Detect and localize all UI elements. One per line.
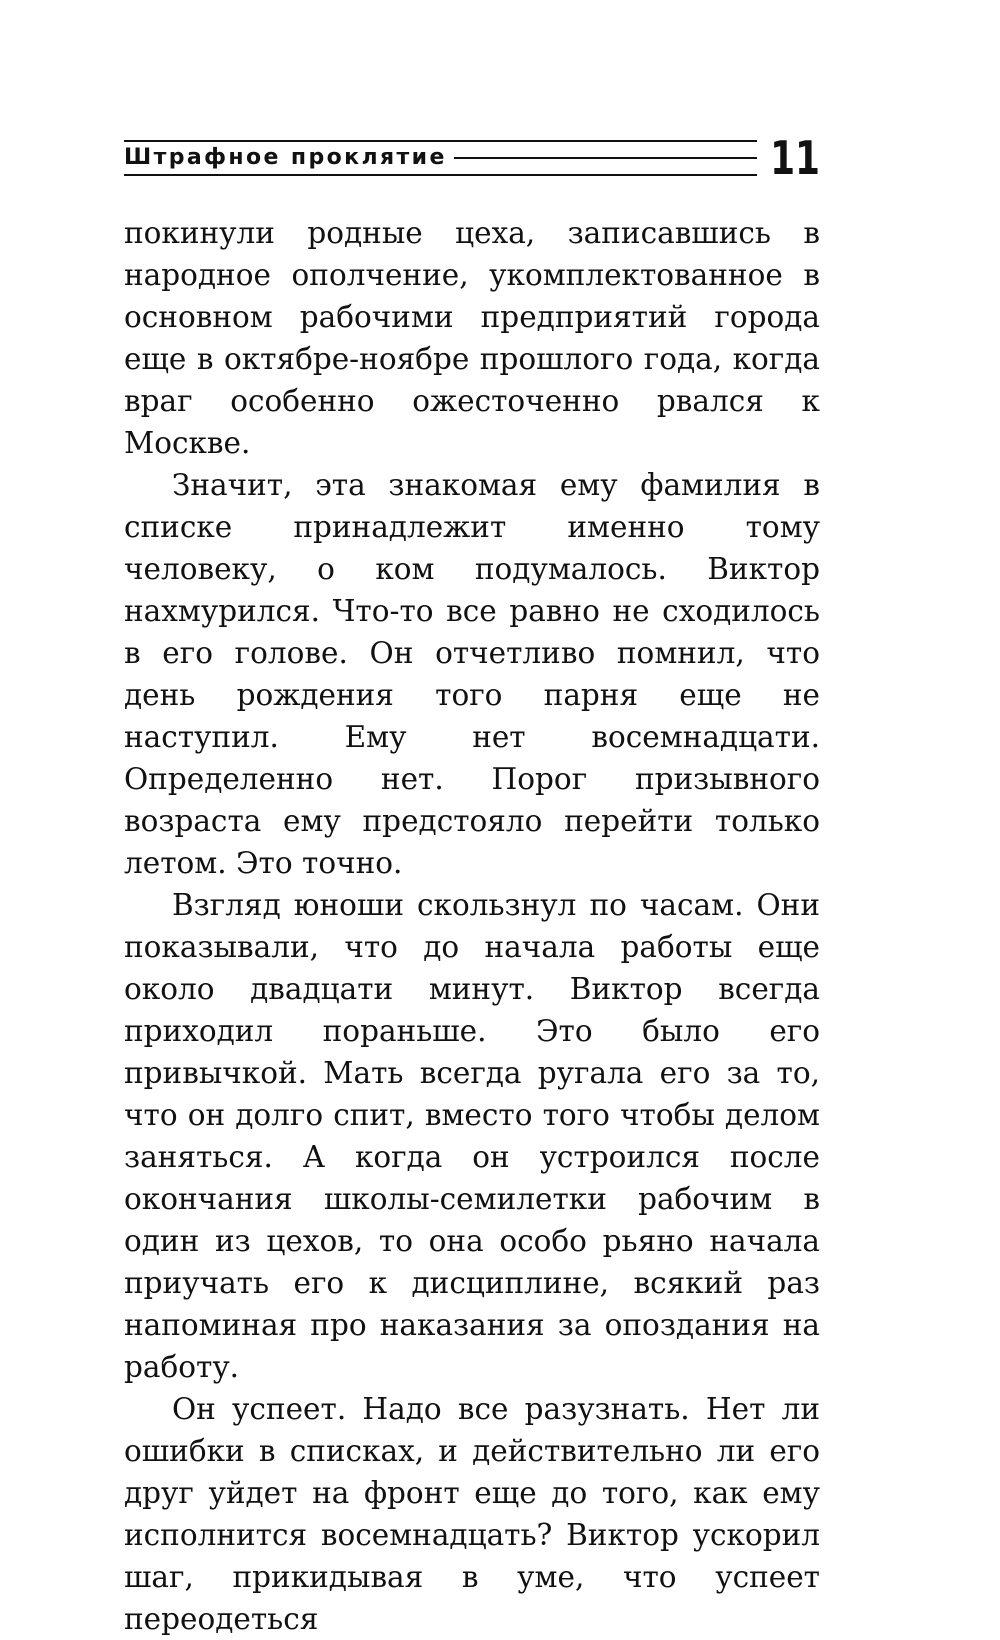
running-title: Штрафное проклятие: [124, 145, 447, 170]
page-number: 11: [770, 131, 820, 185]
header-rule-middle: [454, 157, 757, 159]
header-rule-bottom: [124, 174, 757, 176]
header-rule-top: [124, 140, 757, 142]
paragraph: Значит, эта знакомая ему фамилия в списке принадлежит именно тому человеку, о ком подумалось. Виктор нахмурился. Что-то все равно не сходилось в его голове. Он отчетливо помнил, что день рождения того парня еще не наступил. Ему нет восемнадцати. Определенно нет. Порог призывного возраста ему предстояло перейти только летом. Это точно.: [124, 468, 820, 880]
paragraph: Он успеет. Надо все разузнать. Нет ли ошибки в списках, и действительно ли его друг уйдет на фронт еще до того, как ему исполнится восемнадцать? Виктор ускорил шаг, прикидывая в уме, что успеет переодеться: [124, 1392, 820, 1636]
paragraph: Взгляд юноши скользнул по часам. Они показывали, что до начала работы еще около двадцати минут. Виктор всегда приходил пораньше. Это было его привычкой. Мать всегда ругала его за то, что он долго спит, вместо того чтобы делом заняться. А когда он устроился после окончания школы-семилетки рабочим в один из цехов, то она особо рьяно начала приучать его к дисциплине, всякий раз напоминая про наказания за опоздания на работу.: [124, 888, 820, 1384]
running-header: [124, 132, 820, 186]
body-text: [124, 212, 820, 1640]
paragraph: покинули родные цеха, записавшись в народное ополчение, укомплектованное в основном рабочими предприятий города еще в октябре-ноябре прошлого года, когда враг особенно ожесточенно рвался к Москве.: [124, 216, 820, 460]
